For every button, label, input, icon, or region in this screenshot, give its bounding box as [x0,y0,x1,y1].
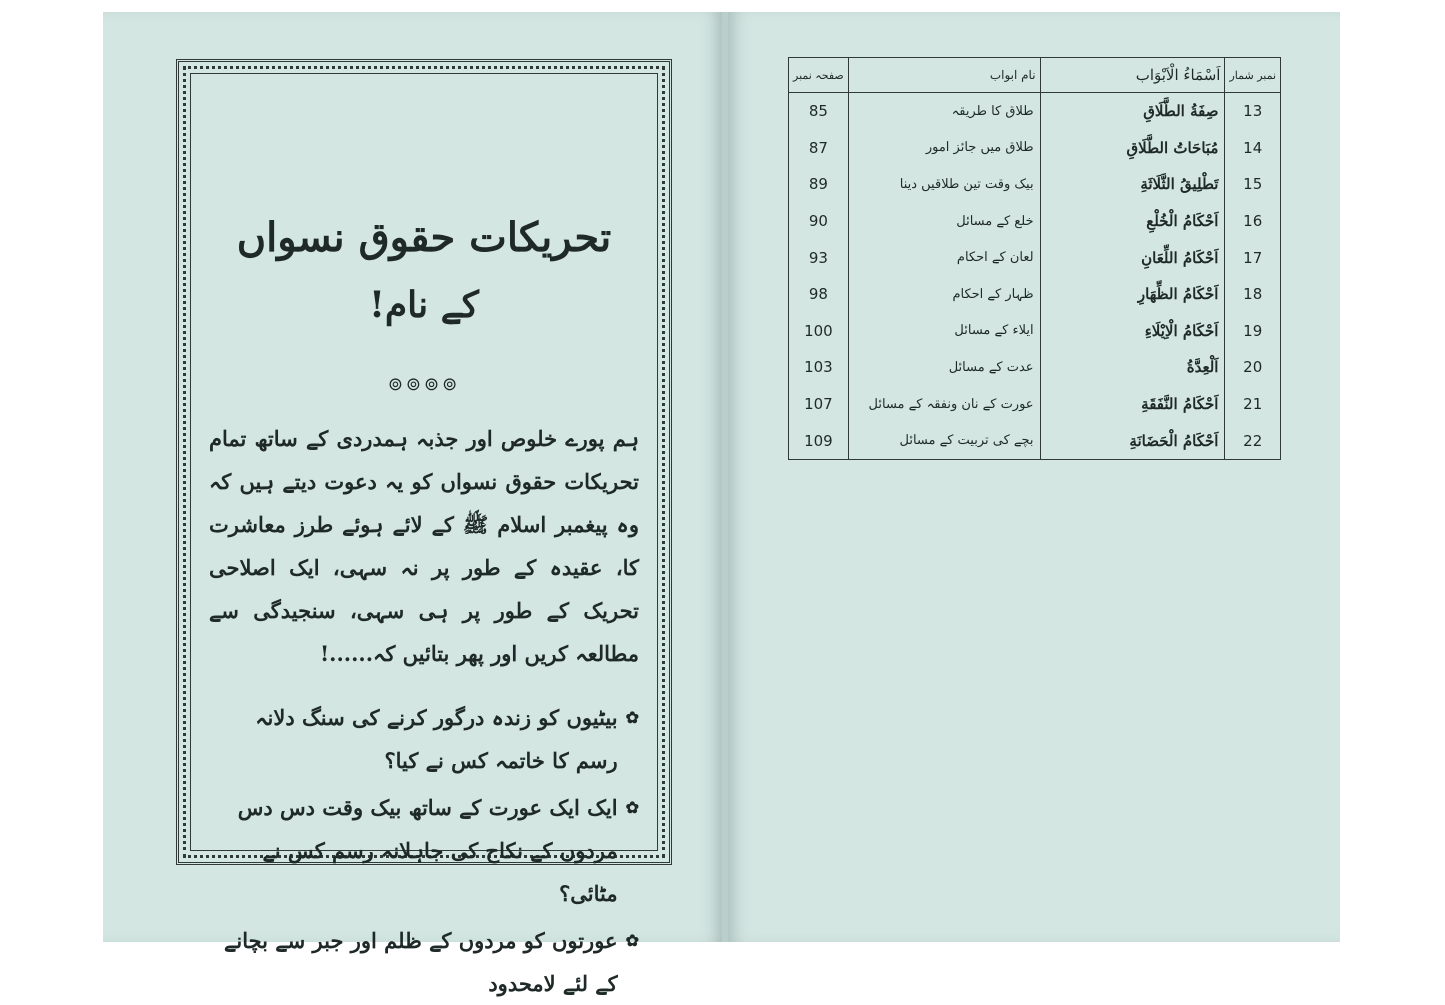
cell-arabic: اَحْكَامُ الْاِيْلَاءِ [1040,313,1225,350]
cell-page: 90 [789,203,849,240]
cell-page: 103 [789,349,849,386]
header-page: صفحہ نمبر [789,58,849,93]
cell-page: 107 [789,386,849,423]
cell-number: 13 [1225,93,1281,130]
list-item [209,786,639,915]
table-row [789,130,1281,167]
left-page [103,12,723,996]
table-row [789,349,1281,386]
flower-bullet-icon: ✿ [625,708,639,727]
cell-page: 93 [789,239,849,276]
cell-arabic: اَحْكَامُ الْخُلْعِ [1040,203,1225,240]
cell-page: 98 [789,276,849,313]
cell-urdu: عدت کے مسائل [848,349,1040,386]
flower-bullet-icon: ✿ [625,798,639,817]
cell-number: 21 [1225,386,1281,423]
ornament-circles: ⊚⊚⊚⊚ [387,374,461,395]
table-row [789,313,1281,350]
cell-page: 109 [789,422,849,459]
cell-arabic: صِفَةُ الطَّلَاقِ [1040,93,1225,130]
table-row [789,276,1281,313]
contents-table [788,57,1281,460]
cell-number: 15 [1225,166,1281,203]
cell-page: 89 [789,166,849,203]
table-row [789,93,1281,130]
header-arabic: اَسْمَاءُ الْاَبْوَاب [1040,58,1225,93]
cell-arabic: تَطْلِيقُ الثَّلَاثَةِ [1040,166,1225,203]
question-list [203,696,645,1005]
cell-number: 17 [1225,239,1281,276]
flower-bullet-icon: ✿ [625,931,639,950]
table-row [789,422,1281,459]
cell-page: 87 [789,130,849,167]
cell-urdu: خلع کے مسائل [848,203,1040,240]
cell-arabic: اَحْكَامُ النَّفَقَةِ [1040,386,1225,423]
header-urdu: نام ابواب [848,58,1040,93]
cell-number: 22 [1225,422,1281,459]
question-text: ایک ایک عورت کے ساتھ بیک وقت دس دس مردوں کے نکاح کی جاہلانہ رسم کس نے مٹائی؟ [237,795,618,906]
cell-urdu: ظہار کے احکام [848,276,1040,313]
right-page [728,12,1340,942]
cell-number: 20 [1225,349,1281,386]
table-row [789,203,1281,240]
list-item [209,919,639,1005]
list-item [209,696,639,782]
cell-urdu: بچے کی تربیت کے مسائل [848,422,1040,459]
cell-urdu: ایلاء کے مسائل [848,313,1040,350]
cell-urdu: عورت کے نان ونفقہ کے مسائل [848,386,1040,423]
page-subtitle: کے نام! [369,284,479,326]
cell-number: 16 [1225,203,1281,240]
dedication-paragraph: ہم پورے خلوص اور جذبہ ہمدردی کے ساتھ تمام تحریکات حقوق نسواں کو یہ دعوت دیتے ہیں کہ وہ پیغمبر اسلام ﷺ کے لائے ہوئے طرز معاشرت کا، عقیدہ کے طور پر نہ سہی، ایک اصلاحی تحریک کے طور پر ہی سہی، سنجیدگی سے مطالعہ کریں اور پھر بتائیں کہ......! [209,426,639,666]
dedication-content [203,82,645,996]
table-header-row [789,58,1281,93]
cell-page: 85 [789,93,849,130]
cell-arabic: اَحْكَامُ الْحَضَانَةِ [1040,422,1225,459]
cell-urdu: طلاق کا طریقہ [848,93,1040,130]
cell-arabic: اَحْكَامُ اللِّعَانِ [1040,239,1225,276]
cell-urdu: طلاق میں جائز امور [848,130,1040,167]
cell-arabic: اَحْكَامُ الظِّهَارِ [1040,276,1225,313]
cell-arabic: اَلْعِدَّةُ [1040,349,1225,386]
header-number: نمبر شمار [1225,58,1281,93]
question-text: عورتوں کو مردوں کے ظلم اور جبر سے بچانے کے لئے لامحدود [224,928,618,996]
cell-number: 14 [1225,130,1281,167]
table-row [789,239,1281,276]
cell-arabic: مُبَاحَاتُ الطَّلَاقِ [1040,130,1225,167]
cell-page: 100 [789,313,849,350]
page-title: تحریکات حقوق نسواں [236,214,612,261]
cell-urdu: بیک وقت تین طلاقیں دینا [848,166,1040,203]
table-row [789,386,1281,423]
cell-urdu: لعان کے احکام [848,239,1040,276]
cell-number: 18 [1225,276,1281,313]
question-text: بیٹیوں کو زندہ درگور کرنے کی سنگ دلانہ رسم کا خاتمہ کس نے کیا؟ [255,705,618,773]
table-row [789,166,1281,203]
cell-number: 19 [1225,313,1281,350]
